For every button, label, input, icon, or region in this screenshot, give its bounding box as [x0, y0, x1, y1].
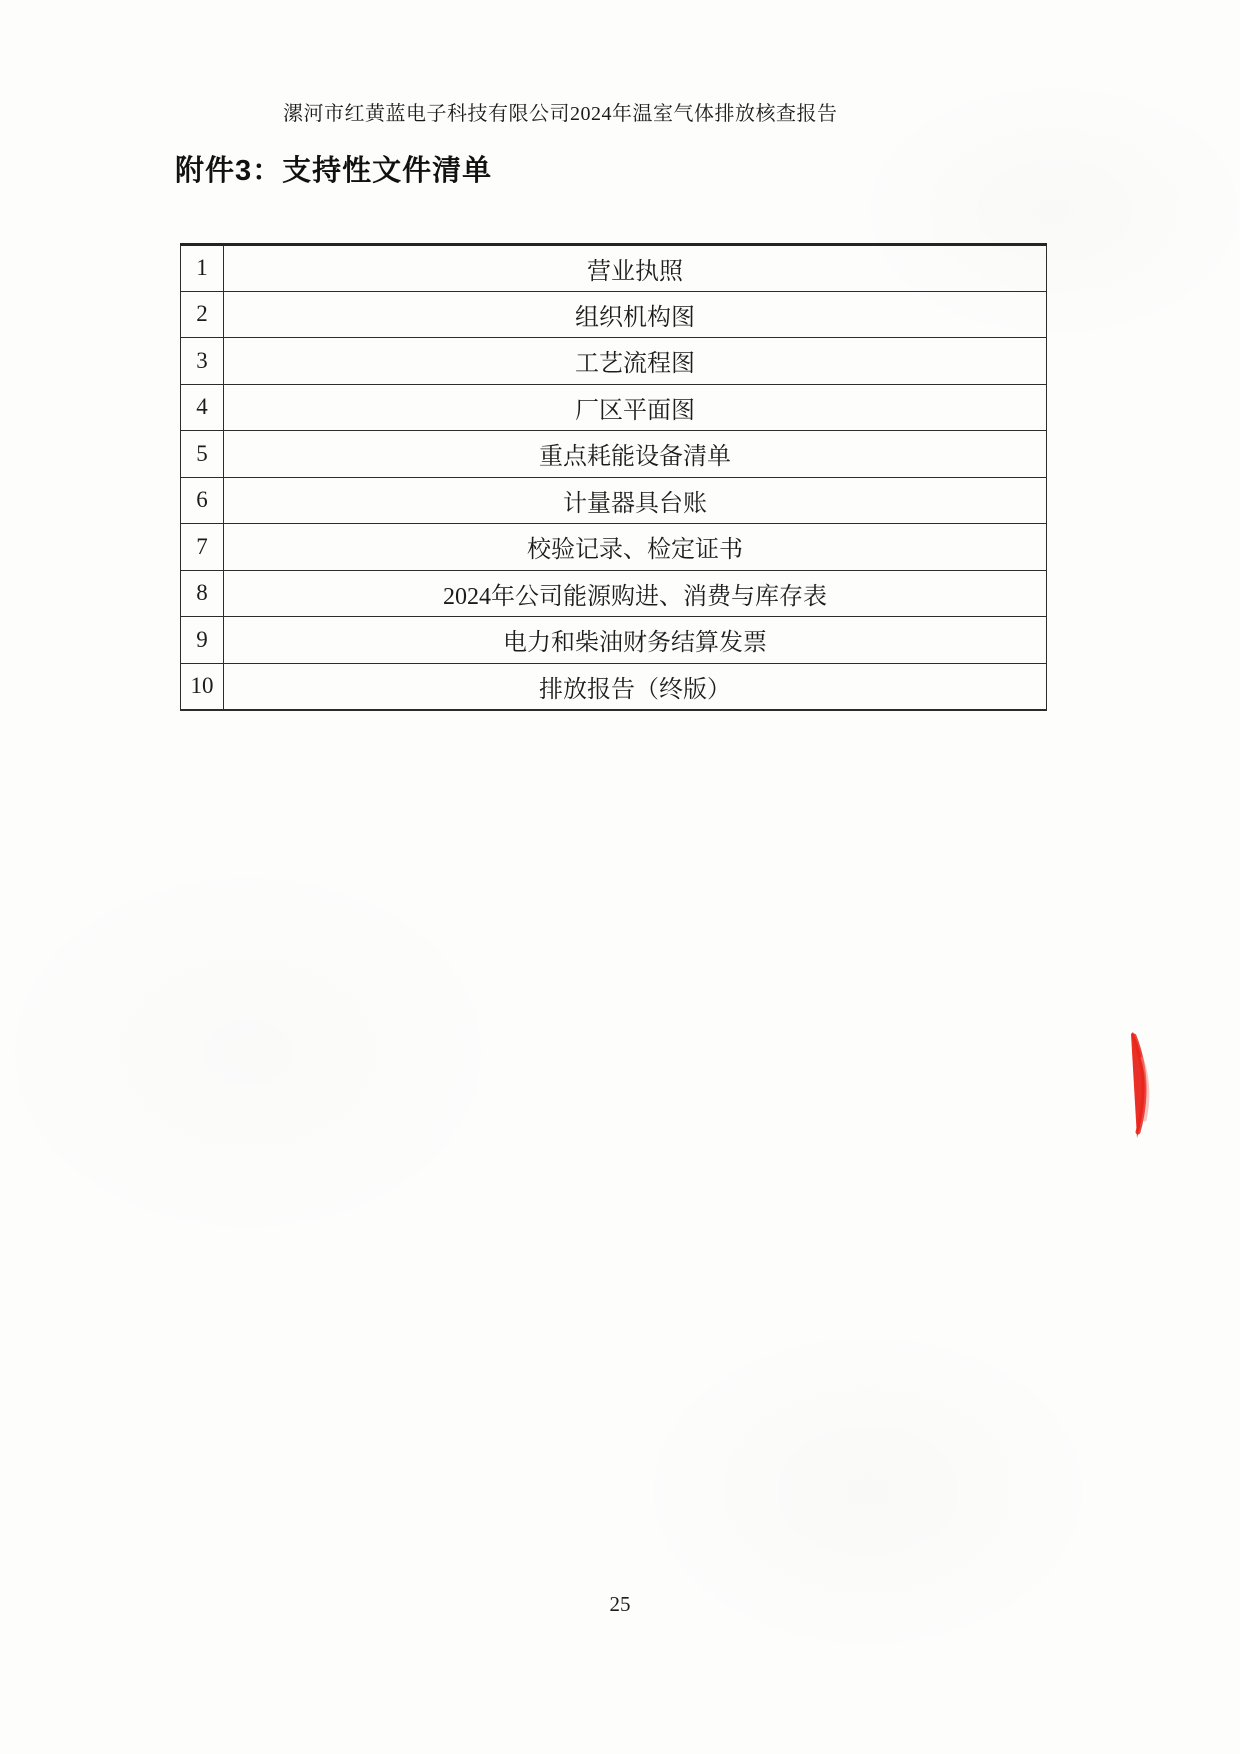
document-name: 电力和柴油财务结算发票: [224, 617, 1047, 664]
table-row: [181, 291, 1047, 338]
document-name: 组织机构图: [224, 291, 1047, 338]
document-name: 排放报告（终版）: [224, 663, 1047, 710]
document-name: 厂区平面图: [224, 384, 1047, 431]
table-row: [181, 384, 1047, 431]
document-name: 工艺流程图: [224, 338, 1047, 385]
table-row: [181, 338, 1047, 385]
table-row: [181, 617, 1047, 664]
row-number: 9: [181, 617, 224, 664]
attachment-title: 附件3：支持性文件清单: [175, 155, 493, 187]
row-number: 3: [181, 338, 224, 385]
document-name: 校验记录、检定证书: [224, 524, 1047, 571]
table-row: [181, 431, 1047, 478]
document-name: 重点耗能设备清单: [224, 431, 1047, 478]
row-number: 2: [181, 291, 224, 338]
table-row: [181, 570, 1047, 617]
document-name: 营业执照: [224, 245, 1047, 292]
red-stamp-edge-mark: [1122, 1028, 1166, 1144]
table-row: [181, 245, 1047, 292]
table-row: [181, 524, 1047, 571]
row-number: 8: [181, 570, 224, 617]
row-number: 4: [181, 384, 224, 431]
page-number: 25: [609, 1592, 631, 1616]
table-row: [181, 663, 1047, 710]
document-name: 2024年公司能源购进、消费与库存表: [224, 570, 1047, 617]
row-number: 10: [181, 663, 224, 710]
row-number: 7: [181, 524, 224, 571]
row-number: 6: [181, 477, 224, 524]
table-row: [181, 477, 1047, 524]
document-name: 计量器具台账: [224, 477, 1047, 524]
report-header-text: 漯河市红黄蓝电子科技有限公司2024年温室气体排放核查报告: [283, 103, 838, 125]
supporting-documents-table: [180, 243, 1047, 711]
row-number: 1: [181, 245, 224, 292]
row-number: 5: [181, 431, 224, 478]
